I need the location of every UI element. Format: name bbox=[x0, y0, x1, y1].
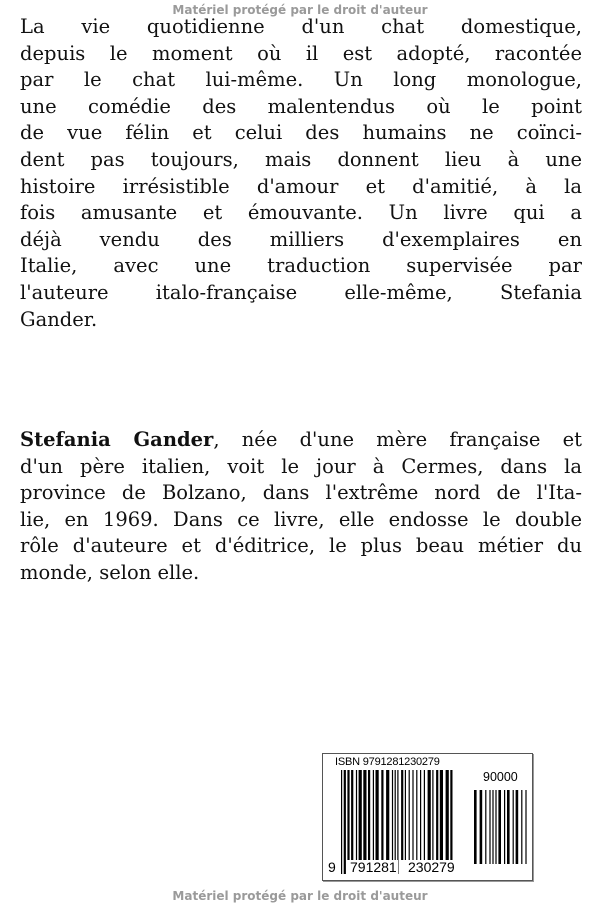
author-bio bbox=[20, 427, 582, 587]
barcode-bar bbox=[516, 790, 519, 864]
barcode-bar bbox=[386, 770, 389, 860]
barcode-bar bbox=[397, 770, 398, 874]
barcode-bar bbox=[492, 790, 493, 864]
barcode-bar bbox=[373, 770, 374, 860]
barcode-bar bbox=[513, 790, 514, 864]
barcode-bar bbox=[405, 770, 406, 860]
barcode-bar bbox=[356, 770, 357, 860]
barcode-bar bbox=[416, 770, 417, 860]
barcode-bar bbox=[440, 770, 443, 860]
isbn-barcode bbox=[322, 753, 533, 881]
barcode-bar bbox=[401, 770, 403, 860]
barcode-bar bbox=[376, 770, 379, 860]
bio-line: monde, selon elle. bbox=[20, 560, 200, 584]
barcode-bar bbox=[392, 770, 393, 860]
barcode-bar bbox=[412, 770, 413, 860]
barcode-bar bbox=[347, 770, 349, 860]
copyright-watermark-top: Matériel protégé par le droit d'auteur bbox=[172, 3, 428, 17]
barcode-digit-first: 9 bbox=[328, 859, 336, 875]
barcode-bar bbox=[432, 770, 433, 860]
bio-line bbox=[20, 427, 582, 454]
blurb-line: une comédie des malentendus où le point bbox=[20, 94, 582, 118]
barcode-bar bbox=[498, 790, 501, 864]
book-blurb bbox=[20, 14, 582, 333]
barcode-bar bbox=[409, 770, 410, 860]
barcode-bar bbox=[525, 790, 526, 864]
blurb-line: dent pas toujours, mais donnent lieu à une bbox=[20, 147, 582, 171]
blurb-line: l'auteure italo-française elle-même, Stefania bbox=[20, 280, 582, 304]
copyright-watermark-bottom: Matériel protégé par le droit d'auteur bbox=[172, 889, 428, 903]
blurb-line: depuis le moment où il est adopté, racontée bbox=[20, 41, 582, 65]
barcode-digits-left: 791281 bbox=[350, 859, 397, 875]
barcode-bar bbox=[489, 790, 490, 864]
barcode-bar bbox=[363, 770, 366, 860]
blurb-line: Gander. bbox=[20, 307, 98, 331]
barcode-bar bbox=[351, 770, 353, 860]
barcode-bar bbox=[341, 770, 342, 874]
bio-line: d'un père italien, voit le jour à Cermes, dans la bbox=[20, 454, 582, 478]
barcode-bar bbox=[446, 770, 449, 860]
barcode-digits-right: 230279 bbox=[408, 859, 455, 875]
blurb-line: par le chat lui-même. Un long monologue, bbox=[20, 68, 582, 92]
bio-line: lie, en 1969. Dans ce livre, elle endosse le double bbox=[20, 507, 582, 531]
barcode-bar bbox=[395, 770, 396, 860]
blurb-line: Italie, avec une traduction supervisée par bbox=[20, 254, 582, 278]
barcode-bar bbox=[381, 770, 383, 860]
author-name: Stefania Gander bbox=[20, 428, 214, 451]
barcode-bar bbox=[368, 770, 370, 860]
blurb-line: La vie quotidienne d'un chat domestique, bbox=[20, 15, 582, 38]
barcode-bar bbox=[428, 770, 431, 860]
blurb-line: de vue félin et celui des humains ne coïnci- bbox=[20, 121, 582, 145]
barcode-bar bbox=[359, 770, 362, 860]
bio-line: province de Bolzano, dans l'extrême nord de l'Ita- bbox=[20, 481, 582, 505]
barcode-bar bbox=[495, 790, 496, 864]
barcode-bar bbox=[480, 790, 483, 864]
barcode-bar bbox=[474, 790, 477, 864]
barcode-bar bbox=[521, 790, 522, 864]
barcode-bar bbox=[507, 790, 510, 864]
barcode-bar bbox=[344, 770, 346, 874]
bio-text: , née d'une mère française et bbox=[213, 428, 583, 451]
barcode-bar bbox=[485, 790, 486, 864]
barcode-bar bbox=[420, 770, 421, 860]
blurb-line: histoire irrésistible d'amour et d'amitié, à la bbox=[20, 174, 582, 198]
bio-line: rôle d'auteure et d'éditrice, le plus beau métier du bbox=[20, 534, 582, 558]
barcode-bar bbox=[424, 770, 425, 860]
blurb-line: déjà vendu des milliers d'exemplaires en bbox=[20, 227, 582, 251]
addon-number: 90000 bbox=[483, 770, 518, 784]
barcode-bar bbox=[436, 770, 438, 860]
blurb-line: fois amusante et émouvante. Un livre qui a bbox=[20, 201, 582, 225]
isbn-label: ISBN 9791281230279 bbox=[335, 756, 440, 768]
barcode-bar bbox=[504, 790, 505, 864]
